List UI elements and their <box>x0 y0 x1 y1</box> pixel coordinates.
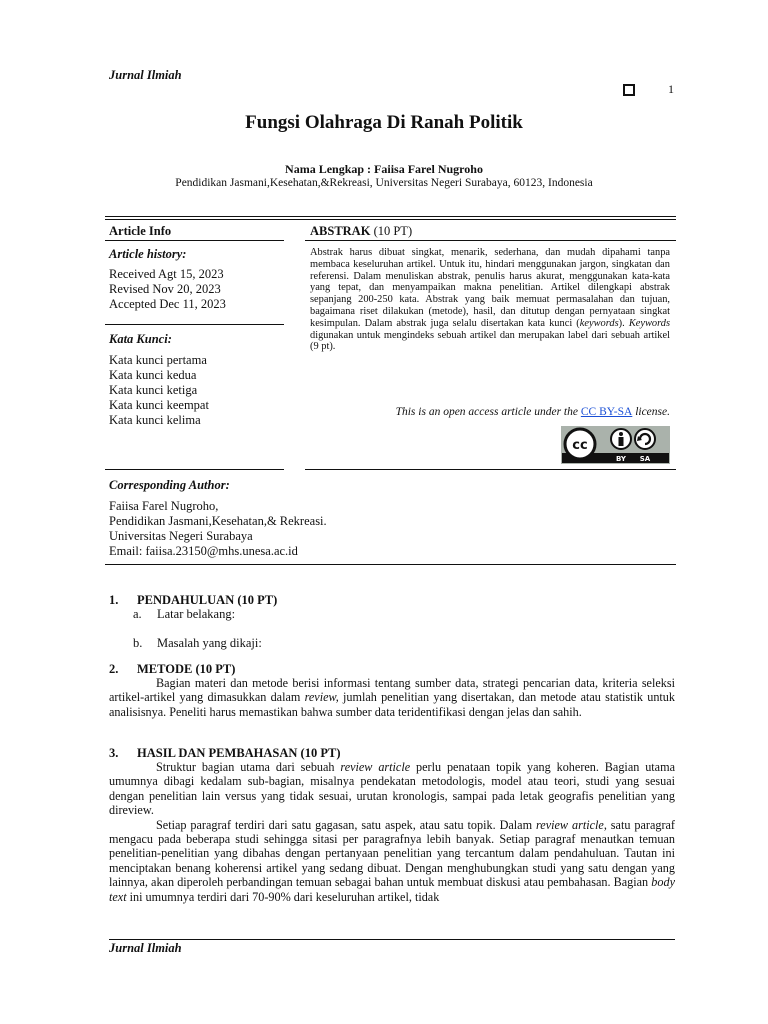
metode-paragraph: Bagian materi dan metode berisi informasi tentang sumber data, strategi pencarian data, kriteria seleksi artikel-artikel yang dimasukkan dalam review, jumlah penelitian yang disertakan, dan metode atau statistik untuk analisisnya. Peneliti harus memastikan bahwa sumber data teridentifikasi dengan jelas dan sahih. <box>109 676 675 719</box>
cc-by-sa-badge-icon <box>561 426 670 464</box>
keywords-list <box>109 353 209 428</box>
page-number: 1 <box>668 82 674 96</box>
paper-title: Fungsi Olahraga Di Ranah Politik <box>245 112 523 133</box>
footer-divider <box>109 939 675 940</box>
history-received: Received Agt 15, 2023 <box>109 267 224 281</box>
hasil-paragraph-2: Setiap paragraf terdiri dari satu gagasan, satu aspek, atau satu topik. Dalam review article, satu paragraf mengacu pada beberapa studi sehingga sitasi per paragrafnya lebih banyak. Setiap paragraf menautkan temuan penelitian-penelitian yang dibahas dengan pertanyaan penelitian yang tercantum dalam pendahuluan. Tautan ini menciptakan benang koherensi artikel yang sedang dibuat. Dengan menghubungkan studi yang satu dengan yang lainnya, akan diperoleh perbandingan temuan sebagai bahan untuk membuat diskusi atau pembahasan. Bagian body text ini umumnya terdiri dari 70-90% dari keseluruhan artikel, tidak <box>109 817 675 904</box>
license-divider <box>305 469 676 470</box>
author-line: Nama Lengkap : Faiisa Farel Nugroho <box>285 162 483 176</box>
keyword-item: Kata kunci ketiga <box>109 383 198 397</box>
corr-name: Faiisa Farel Nugroho, <box>109 499 219 513</box>
subsection-latar-belakang: a. Latar belakang: <box>133 607 236 621</box>
abstract-divider <box>305 240 676 241</box>
license-statement: This is an open access article under the CC BY-SA license. <box>395 406 670 418</box>
keyword-item: Kata kunci kedua <box>109 368 197 382</box>
abstract-label: ABSTRAK (10 PT) <box>310 224 413 238</box>
cc-by-sa-link[interactable]: CC BY-SA <box>580 406 633 418</box>
badge-by-label: BY <box>615 455 627 463</box>
keywords-divider <box>105 469 284 470</box>
article-history-label: Article history: <box>109 247 187 261</box>
history-divider <box>105 324 284 325</box>
history-revised: Revised Nov 20, 2023 <box>109 282 221 296</box>
article-history-list <box>109 267 226 312</box>
corresponding-author-details <box>109 499 327 559</box>
page-square-icon <box>623 84 635 96</box>
keyword-item: Kata kunci kelima <box>109 413 201 427</box>
history-accepted: Accepted Dec 11, 2023 <box>109 297 226 311</box>
keywords-label: Kata Kunci: <box>109 332 172 346</box>
journal-footer: Jurnal Ilmiah <box>109 941 182 955</box>
corr-email: Email: faiisa.23150@mhs.unesa.ac.id <box>109 544 298 558</box>
info-divider <box>105 240 284 241</box>
hasil-paragraph-1: Struktur bagian utama dari sebuah review article perlu penataan topik yang koheren. Bagian utama umumnya dibagi kedalam sub-bagian, misalnya pendekatan metodologis, model atau teori, studi yang sesuai dengan penelitian lain versus yang tidak sesuai, urutan kronologis, sampai pada letak geografis penelitian yang direview. <box>109 760 675 818</box>
corresponding-author-label: Corresponding Author: <box>109 478 230 492</box>
svg-text:cc: cc <box>572 438 588 453</box>
corresponding-divider <box>105 564 676 565</box>
journal-header: Jurnal Ilmiah <box>109 68 182 82</box>
keyword-item: Kata kunci pertama <box>109 353 207 367</box>
corr-department: Pendidikan Jasmani,Kesehatan,& Rekreasi. <box>109 514 327 528</box>
abstract-text: Abstrak harus dibuat singkat, menarik, sederhana, dan mudah dipahami tanpa membaca keseluruhan artikel. Untuk itu, hindari menggunakan jargon, singkatan dan referensi. Dalam menuliskan abstrak, penulis harus akurat, menggunakan kata-kata yang tepat, dan menyampaikan makna penelitian. Artikel dilengkapi abstrak sepanjang 200-250 kata. Abstrak yang baik memuat permasalahan dan tujuan, bagaimana riset dilakukan (metode), hasil, dan ditutup dengan pernyataan singkat kesimpulan. Dalam abstrak juga selalu disertakan kata kunci (keywords). Keywords digunakan untuk mengindeks sebuah artikel dan merupakan label dari sebuah artikel (9 pt). <box>310 247 670 353</box>
section-heading-pendahuluan: 1. PENDAHULUAN (10 PT) <box>109 593 278 607</box>
metode-body <box>109 676 675 719</box>
double-divider <box>105 216 676 220</box>
affiliation: Pendidikan Jasmani,Kesehatan,&Rekreasi, Universitas Negeri Surabaya, 60123, Indonesia <box>175 177 593 189</box>
article-info-label: Article Info <box>109 224 172 238</box>
section-heading-hasil: 3. HASIL DAN PEMBAHASAN (10 PT) <box>109 746 341 760</box>
hasil-body <box>109 760 675 904</box>
section-heading-metode: 2. METODE (10 PT) <box>109 662 236 676</box>
keyword-item: Kata kunci keempat <box>109 398 209 412</box>
badge-sa-label: SA <box>639 455 651 463</box>
subsection-masalah: b. Masalah yang dikaji: <box>133 636 262 650</box>
corr-university: Universitas Negeri Surabaya <box>109 529 253 543</box>
